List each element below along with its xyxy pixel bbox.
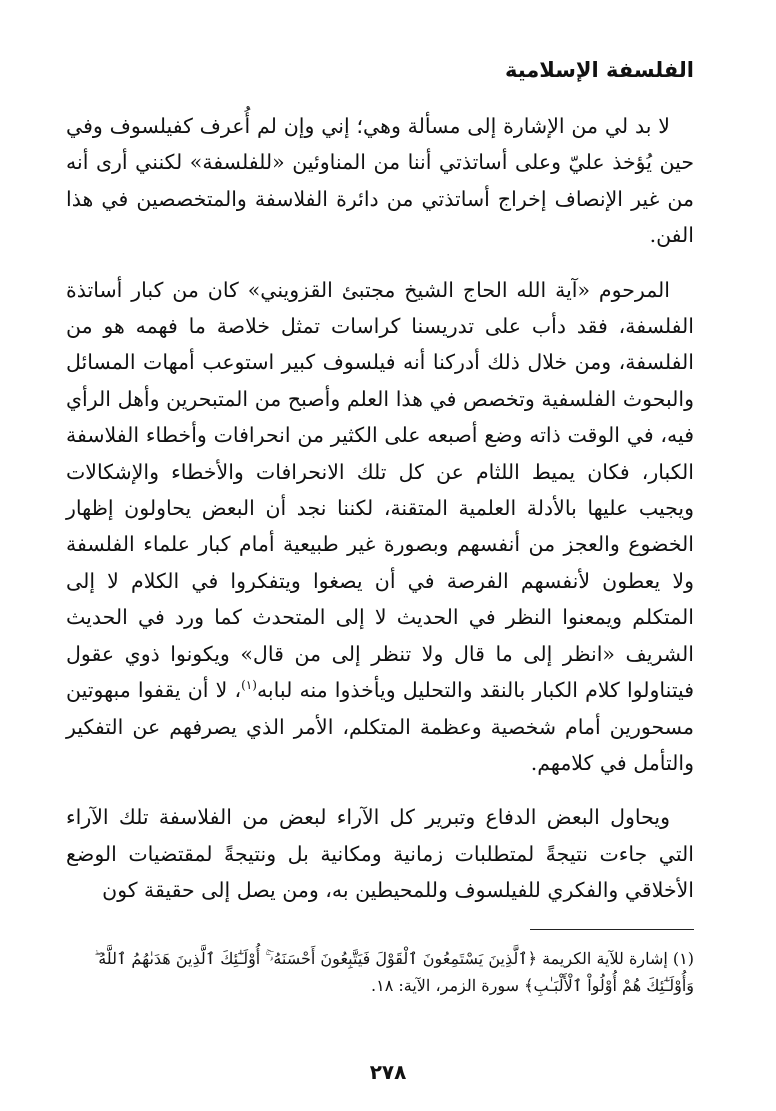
paragraph-1: لا بد لي من الإشارة إلى مسألة وهي؛ إني وإن لم أُعرف كفيلسوف وفي حين يُؤخذ عليّ وعلى أساتذتي أننا من المناوئين «للفلسفة» لكنني أرى أنه من غير الإنصاف إخراج أساتذتي من دائرة الفلاسفة والمتخصصين في هذا الفن. xyxy=(66,114,694,248)
page-number: ٢٧٨ xyxy=(369,1060,407,1084)
paragraph-2 xyxy=(66,272,694,782)
paragraph-3: ويحاول البعض الدفاع وتبرير كل الآراء لبعض من الفلاسفة تلك الآراء التي جاءت نتيجةً لمتطلبات زمانية ومكانية بل ونتيجةً لمقتضيات الوضع الأخلاقي والفكري للفيلسوف وللمحيطين به، ومن يصل إلى حقيقة كون xyxy=(66,805,694,903)
footnote-prefix: (١) إشارة للآية الكريمة xyxy=(542,949,694,968)
running-header: الفلسفة الإسلامية xyxy=(504,58,694,82)
footnote xyxy=(66,945,694,999)
footnote-suffix: سورة الزمر، الآية: ١٨. xyxy=(371,976,520,995)
paragraph-2-continuation: ، لا أن يقفوا مبهوتين مسحورين أمام شخصية وعظمة المتكلم، الأمر الذي يصرفهم عن التفكير والتأمل في كلامهم. xyxy=(66,678,694,775)
footnote-marker[interactable]: (١) xyxy=(241,678,257,693)
paragraph-2-text: المرحوم «آية الله الحاج الشيخ مجتبئ القزويني» كان من كبار أساتذة الفلسفة، فقد دأب على تدريسنا كراسات تمثل خلاصة ما فهمه هو من الفلسفة، ومن خلال ذلك أدركنا أنه فيلسوف كبير استوعب أمهات المسائل والبحوث الفلسفية وتخصص في هذا العلم وأصبح من المتبحرين وأهل الرأي فيه، في الوقت ذاته وضع أصبعه على الكثير من انحرافات وأخطاء الفلاسفة الكبار، فكان يميط اللثام عن كل تلك الانحرافات والأخطاء والإشكالات ويجيب عليها بالأدلة العلمية المتقنة، لكننا نجد أن البعض يحاولون إظهار الخضوع والعجز من أنفسهم وبصورة غير طبيعية أمام كبار علماء الفلسفة ولا يعطون لأنفسهم الفرصة في أن يصغوا ويتفكروا في الكلام لا إلى المتكلم ويمعنوا النظر في الحديث لا إلى المتحدث كما ورد في الحديث الشريف «انظر إلى ما قال ولا تنظر إلى من قال» ويكونوا ذوي عقول فيتناولوا كلام الكبار بالنقد والتحليل ويأخذوا منه لبابه xyxy=(66,277,694,703)
footnote-verse: ﴿ٱلَّذِينَ يَسْتَمِعُونَ ٱلْقَوْلَ فَيَتَّبِعُونَ أَحْسَنَهُۥٓ ۚ أُوْلَـٰٓئِكَ ٱلَّذِينَ هَدَىٰهُمُ ٱللَّهُ ۖ وَأُوْلَـٰٓئِكَ هُمْ أُوْلُواْ ٱلْأَلْبَـٰبِ﴾ xyxy=(94,949,694,995)
main-text xyxy=(66,108,694,927)
footnote-divider xyxy=(530,929,694,930)
